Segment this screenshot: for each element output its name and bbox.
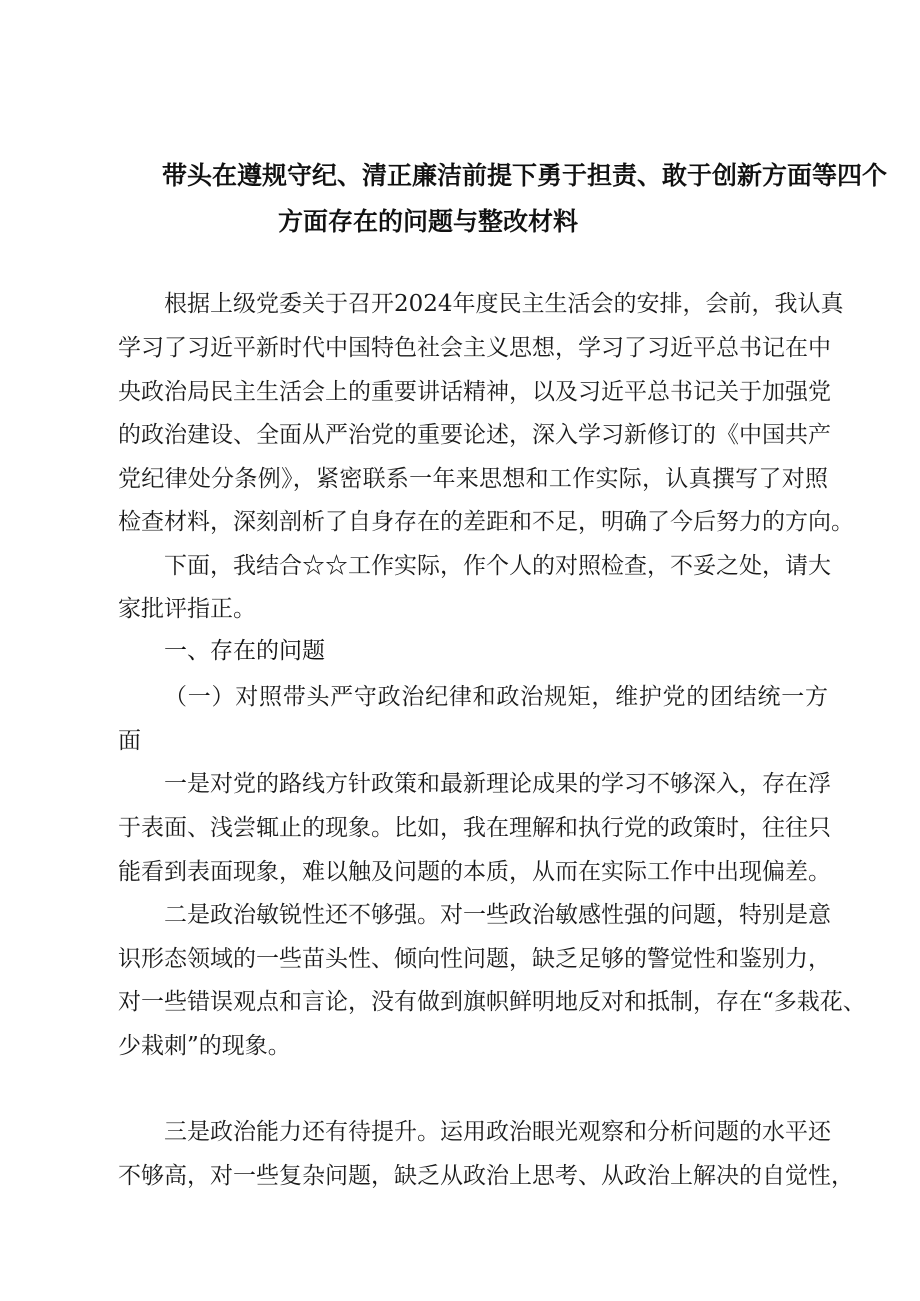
section-heading: 一、存在的问题 (164, 638, 325, 664)
paragraph-line: 少栽刺”的现象。 (118, 1033, 291, 1059)
paragraph-line: 二是政治敏锐性还不够强。对一些政治敏感性强的问题，特别是意 (164, 902, 831, 928)
paragraph-line: 识形态领域的一些苗头性、倾向性问题，缺乏足够的警觉性和鉴别力， (118, 946, 831, 972)
paragraph-line: 于表面、浅尝辄止的现象。比如，我在理解和执行党的政策时，往往只 (118, 815, 831, 841)
document-title-line-2: 方面存在的问题与整改材料 (278, 207, 579, 236)
paragraph-line: 能看到表面现象，难以触及问题的本质，从而在实际工作中出现偏差。 (118, 859, 831, 885)
paragraph-line: 学习了习近平新时代中国特色社会主义思想，学习了习近平总书记在中 (118, 335, 831, 361)
paragraph-line: 检查材料，深刻剖析了自身存在的差距和不足，明确了今后努力的方向。 (118, 509, 854, 535)
subsection-line: （一）对照带头严守政治纪律和政治规矩，维护党的团结统一方 (164, 684, 828, 710)
document-title-line-1: 带头在遵规守纪、清正廉洁前提下勇于担责、敢于创新方面等四个 (162, 161, 888, 190)
paragraph-line: 根据上级党委关于召开2024年度民主生活会的安排，会前，我认真 (164, 291, 844, 317)
paragraph-line: 下面，我结合☆☆工作实际，作个人的对照检查，不妥之处，请大 (164, 553, 831, 579)
paragraph-line: 一是对党的路线方针政策和最新理论成果的学习不够深入，存在浮 (164, 771, 831, 797)
paragraph-line: 家批评指正。 (118, 596, 256, 622)
paragraph-line: 央政治局民主生活会上的重要讲话精神，以及习近平总书记关于加强党 (118, 379, 831, 405)
paragraph-line: 的政治建设、全面从严治党的重要论述，深入学习新修订的《中国共产 (118, 422, 831, 448)
paragraph-line: 对一些错误观点和言论，没有做到旗帜鲜明地反对和抵制，存在“多栽花、 (118, 989, 866, 1015)
paragraph-line: 三是政治能力还有待提升。运用政治眼光观察和分析问题的水平还 (164, 1119, 831, 1145)
paragraph-line: 党纪律处分条例》，紧密联系一年来思想和工作实际，认真撰写了对照 (118, 466, 828, 492)
subsection-line: 面 (118, 728, 141, 754)
paragraph-line: 不够高，对一些复杂问题，缺乏从政治上思考、从政治上解决的自觉性， (118, 1163, 854, 1189)
